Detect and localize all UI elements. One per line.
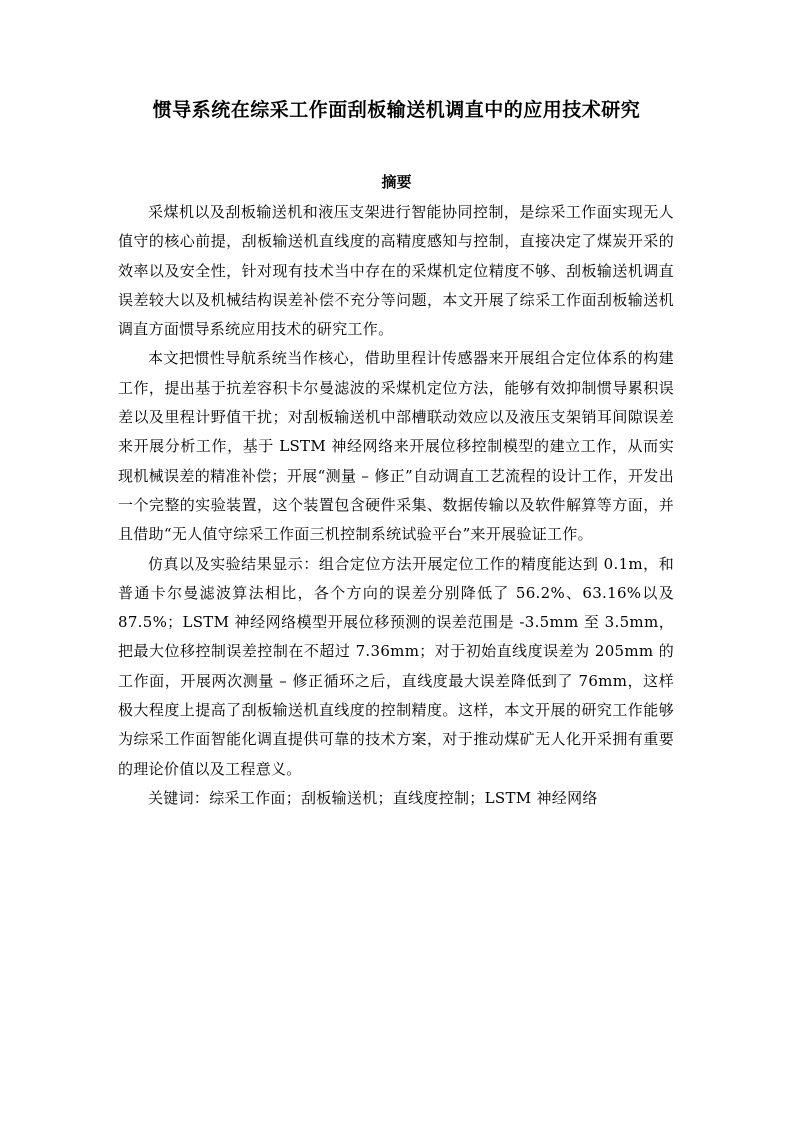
abstract-paragraph-1: 采煤机以及刮板输送机和液压支架进行智能协同控制，是综采工作面实现无人值守的核心前提，刮板输送机直线度的高精度感知与控制，直接决定了煤炭开采的效率以及安全性，针对现有技术当中存在的采煤机定位精度不够、刮板输送机调直误差较大以及机械结构误差补偿不充分等问题，本文开展了综采工作面刮板输送机调直方面惯导系统应用技术的研究工作。 (118, 203, 674, 339)
keywords-line: 关键词：综采工作面；刮板输送机；直线度控制；LSTM 神经网络 (148, 788, 598, 807)
abstract-body (118, 198, 674, 813)
abstract-paragraph-3: 仿真以及实验结果显示：组合定位方法开展定位工作的精度能达到 0.1m，和普通卡尔曼滤波算法相比，各个方向的误差分别降低了 56.2%、63.16%以及 87.5%；LSTM 神经网络模型开展位移预测的误差范围是 -3.5mm 至 3.5mm，把最大位移控制误差控制在不超过 7.36mm；对于初始直线度误差为 205mm 的工作面，开展两次测量 – 修正循环之后，直线度最大误差降低到了 76mm，这样极大程度上提高了刮板输送机直线度的控制精度。这样，本文开展的研究工作能够为综采工作面智能化调直提供可靠的技术方案，对于推动煤矿无人化开采拥有重要的理论价值以及工程意义。 (118, 554, 674, 778)
paper-title: 惯导系统在综采工作面刮板输送机调直中的应用技术研究 (152, 99, 641, 121)
abstract-paragraph-2: 本文把惯性导航系统当作核心，借助里程计传感器来开展组合定位体系的构建工作，提出基于抗差容积卡尔曼滤波的采煤机定位方法，能够有效抑制惯导累积误差以及里程计野值干扰；对刮板输送机中部槽联动效应以及液压支架销耳间隙误差来开展分析工作，基于 LSTM 神经网络来开展位移控制模型的建立工作，从而实现机械误差的精准补偿；开展“测量 – 修正”自动调直工艺流程的设计工作，开发出一个完整的实验装置，这个装置包含硬件采集、数据传输以及软件解算等方面，并且借助“无人值守综采工作面三机控制系统试验平台”来开展验证工作。 (118, 349, 674, 544)
abstract-heading: 摘要 (381, 173, 412, 191)
